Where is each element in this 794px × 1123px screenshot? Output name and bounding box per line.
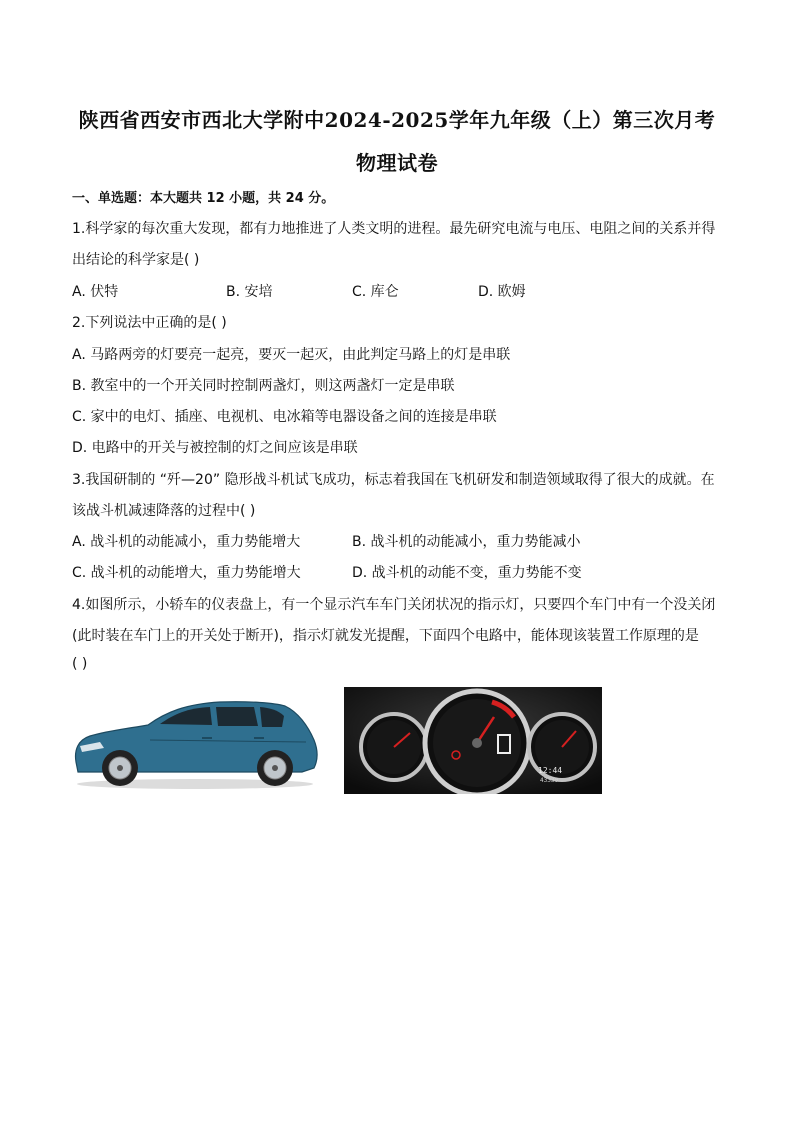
q3-option-c: C. 战斗机的动能增大，重力势能增大 <box>72 565 301 581</box>
q2-option-b: B. 教室中的一个开关同时控制两盏灯，则这两盏灯一定是串联 <box>72 378 455 394</box>
q4-line-1: 4.如图所示，小轿车的仪表盘上，有一个显示汽车车门关闭状况的指示灯，只要四个车门中有一个没关闭 <box>72 597 716 613</box>
car-image <box>70 692 320 790</box>
q3-option-a: A. 战斗机的动能减小，重力势能增大 <box>72 534 301 550</box>
q2-option-c: C. 家中的电灯、插座、电视机、电冰箱等电器设备之间的连接是串联 <box>72 409 497 425</box>
title-line-1: 陕西省西安市西北大学附中2024-2025学年九年级（上）第三次月考 <box>78 108 716 132</box>
q2-line-1: 2.下列说法中正确的是( ) <box>72 315 227 331</box>
q1-option-c: C. 库仑 <box>352 284 399 300</box>
dashboard-image <box>344 687 602 794</box>
dash-time-readout: 12:44 <box>538 766 563 775</box>
q3-option-b: B. 战斗机的动能减小，重力势能减小 <box>352 534 581 550</box>
title-line-2: 物理试卷 <box>356 151 438 175</box>
q1-option-b: B. 安培 <box>226 284 273 300</box>
q4-line-3: ( ) <box>72 656 88 672</box>
q1-option-d: D. 欧姆 <box>478 284 526 300</box>
dash-odometer: 43330 <box>540 777 559 784</box>
q2-option-a: A. 马路两旁的灯要亮一起亮，要灭一起灭，由此判定马路上的灯是串联 <box>72 347 511 363</box>
q2-option-d: D. 电路中的开关与被控制的灯之间应该是串联 <box>72 440 358 456</box>
q3-option-d: D. 战斗机的动能不变，重力势能不变 <box>352 565 582 581</box>
q4-line-2: (此时装在车门上的开关处于断开)，指示灯就发光提醒，下面四个电路中，能体现该装置工作原理的是 <box>72 628 699 644</box>
q1-option-a: A. 伏特 <box>72 284 119 300</box>
section-heading: 一、单选题：本大题共 12 小题，共 24 分。 <box>72 191 335 206</box>
q1-line-1: 1.科学家的每次重大发现，都有力地推进了人类文明的进程。最先研究电流与电压、电阻之间的关系并得 <box>72 221 716 237</box>
q3-line-1: 3.我国研制的 “歼—20” 隐形战斗机试飞成功，标志着我国在飞机研发和制造领域取得了很大的成就。在 <box>72 472 715 488</box>
q1-line-2: 出结论的科学家是( ) <box>72 252 200 268</box>
q3-line-2: 该战斗机减速降落的过程中( ) <box>72 503 256 519</box>
